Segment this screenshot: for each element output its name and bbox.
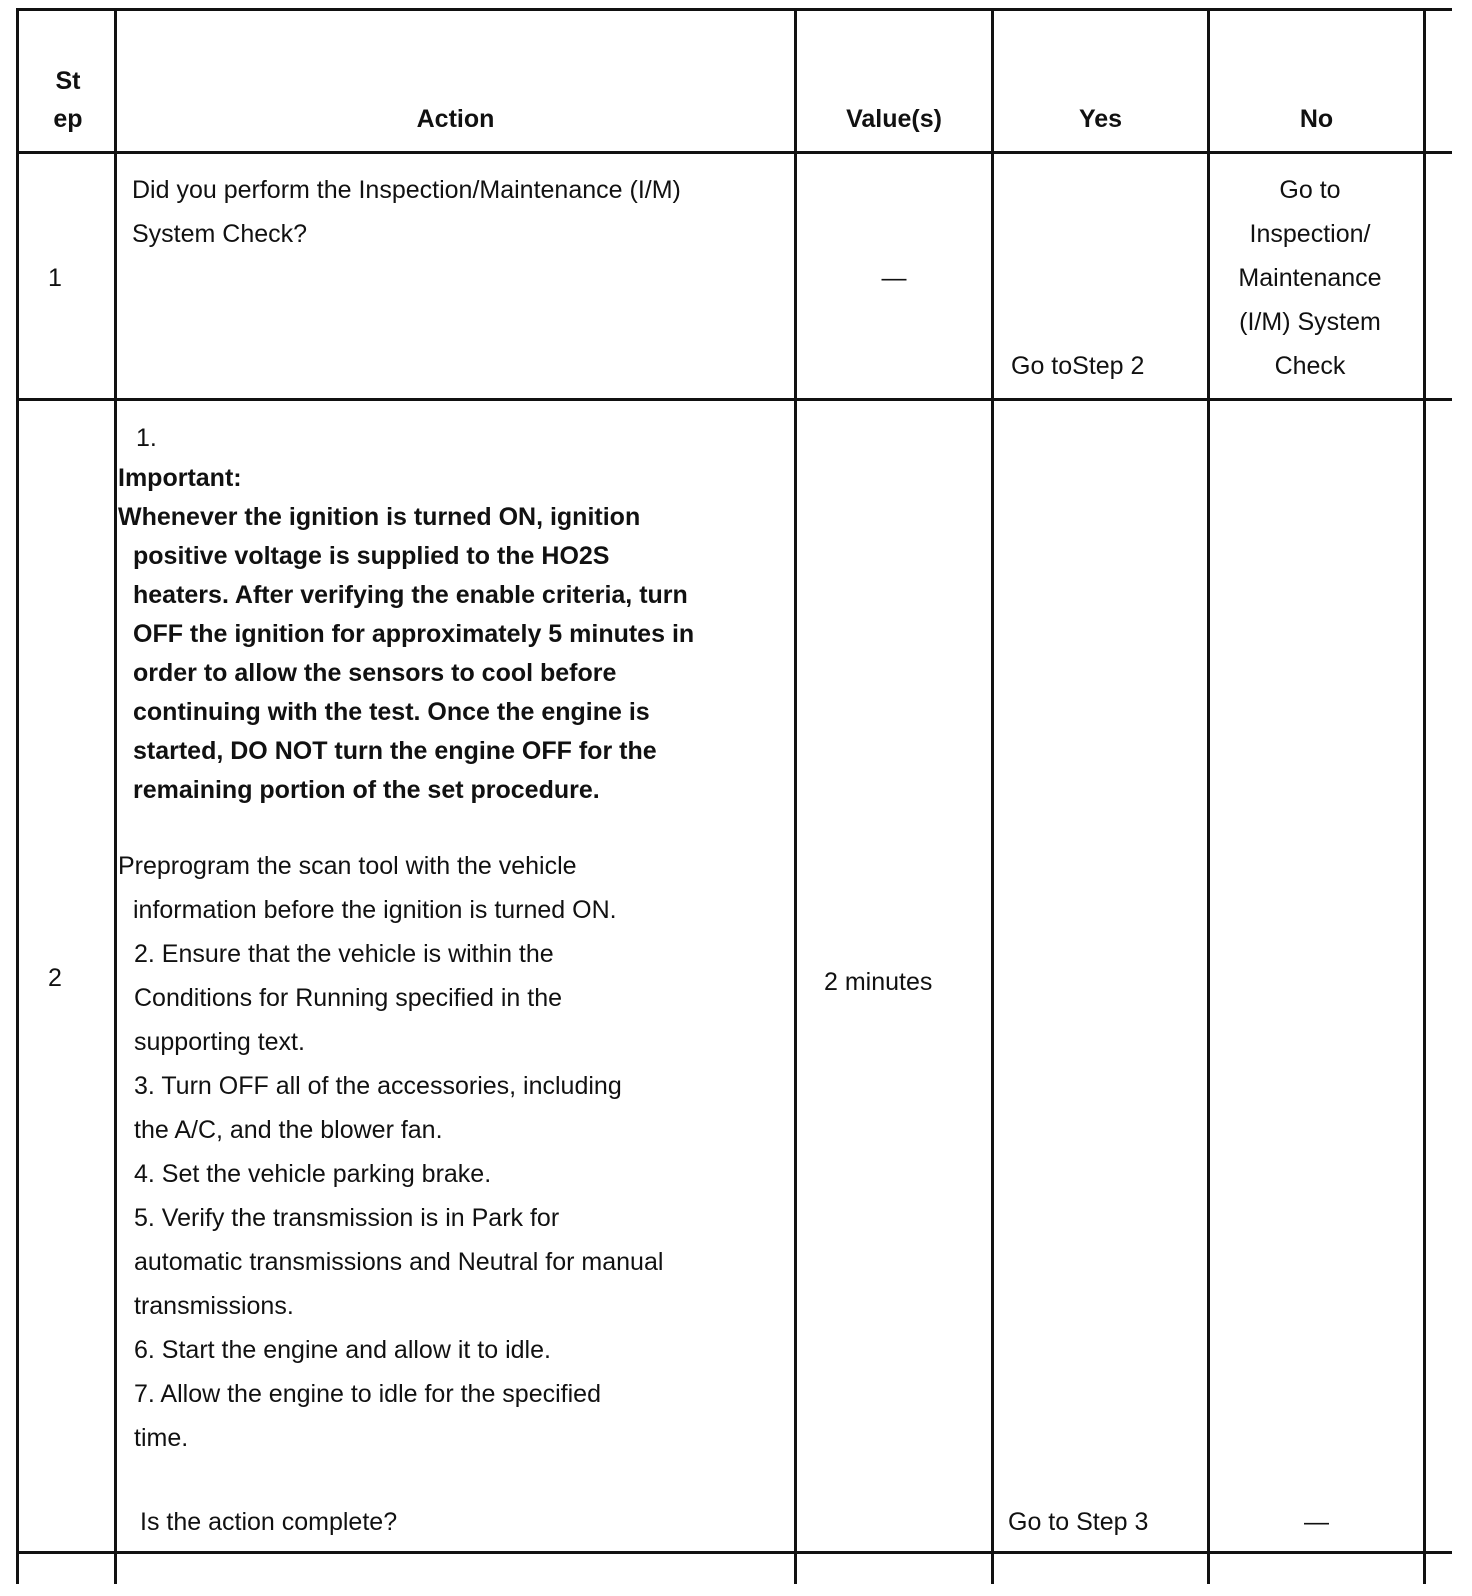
item5-line: 5. Verify the transmission is in Park for xyxy=(134,1204,560,1232)
item6 xyxy=(134,1328,551,1372)
item1-line: Preprogram the scan tool with the vehicle xyxy=(118,852,577,880)
table-border-bottom xyxy=(16,1551,1452,1554)
item5-line: transmissions. xyxy=(134,1292,294,1320)
header-action: Action xyxy=(416,105,495,133)
item5 xyxy=(134,1196,663,1328)
item2-line: supporting text. xyxy=(134,1028,305,1056)
row1-no-line: Maintenance xyxy=(1238,264,1382,292)
table-border-right xyxy=(1423,8,1426,1584)
item1-line: information before the ignition is turned ON. xyxy=(133,896,617,924)
row-divider xyxy=(16,151,1452,154)
header-step-line: ep xyxy=(53,105,83,133)
item2-line: Conditions for Running specified in the xyxy=(134,984,563,1012)
item3-line: the A/C, and the blower fan. xyxy=(134,1116,443,1144)
header-values: Value(s) xyxy=(846,105,942,133)
item4 xyxy=(134,1152,491,1196)
important-line: continuing with the test. Once the engine is xyxy=(133,698,650,726)
item1-text xyxy=(118,844,617,932)
row1-value: — xyxy=(881,264,907,292)
item6-line: 6. Start the engine and allow it to idle. xyxy=(134,1336,551,1364)
important-line: Whenever the ignition is turned ON, ignition xyxy=(118,503,641,531)
column-divider xyxy=(114,8,117,1584)
row1-no-line: Go to xyxy=(1279,176,1341,204)
row1-action-line: System Check? xyxy=(132,220,308,248)
column-divider xyxy=(794,8,797,1584)
item7 xyxy=(134,1372,601,1460)
item2 xyxy=(134,932,562,1064)
item7-line: 7. Allow the engine to idle for the specified xyxy=(134,1380,601,1408)
important-line: started, DO NOT turn the engine OFF for the xyxy=(133,737,657,765)
important-line: OFF the ignition for approximately 5 minutes in xyxy=(133,620,695,648)
row2-no: — xyxy=(1304,1508,1329,1536)
row2-step: 2 xyxy=(48,964,62,992)
row1-no-line: Check xyxy=(1274,352,1346,380)
important-note xyxy=(118,498,694,810)
row2-yes-link[interactable]: Go to Step 3 xyxy=(1008,1508,1149,1536)
important-line: order to allow the sensors to cool before xyxy=(133,659,617,687)
row2-question: Is the action complete? xyxy=(140,1508,398,1536)
row-divider xyxy=(16,398,1452,401)
header-no: No xyxy=(1299,105,1334,133)
item5-line: automatic transmissions and Neutral for manual xyxy=(134,1248,664,1276)
header-step xyxy=(26,62,110,138)
table-border-top xyxy=(16,8,1452,11)
header-yes: Yes xyxy=(1078,105,1123,133)
important-label: Important: xyxy=(118,464,242,492)
item3-line: 3. Turn OFF all of the accessories, including xyxy=(134,1072,622,1100)
row2-value: 2 minutes xyxy=(824,968,933,996)
row1-no-line: Inspection/ xyxy=(1249,220,1371,248)
important-line: remaining portion of the set procedure. xyxy=(133,776,600,804)
table-border-left xyxy=(16,8,19,1584)
column-divider xyxy=(991,8,994,1584)
item7-line: time. xyxy=(134,1424,189,1452)
header-step-line: St xyxy=(55,67,81,95)
row1-yes-link[interactable]: Go toStep 2 xyxy=(1011,352,1145,380)
row1-action-line: Did you perform the Inspection/Maintenance (I/M) xyxy=(132,176,681,204)
row1-step: 1 xyxy=(48,264,62,292)
item2-line: 2. Ensure that the vehicle is within the xyxy=(134,940,554,968)
important-line: positive voltage is supplied to the HO2S xyxy=(133,542,610,570)
item4-line: 4. Set the vehicle parking brake. xyxy=(134,1160,492,1188)
item1-number: 1. xyxy=(136,424,157,452)
row1-no-line: (I/M) System xyxy=(1239,308,1381,336)
important-line: heaters. After verifying the enable criteria, turn xyxy=(133,581,688,609)
item3 xyxy=(134,1064,622,1152)
diagnostic-table xyxy=(16,8,1452,1584)
row1-no-link[interactable] xyxy=(1210,168,1410,388)
